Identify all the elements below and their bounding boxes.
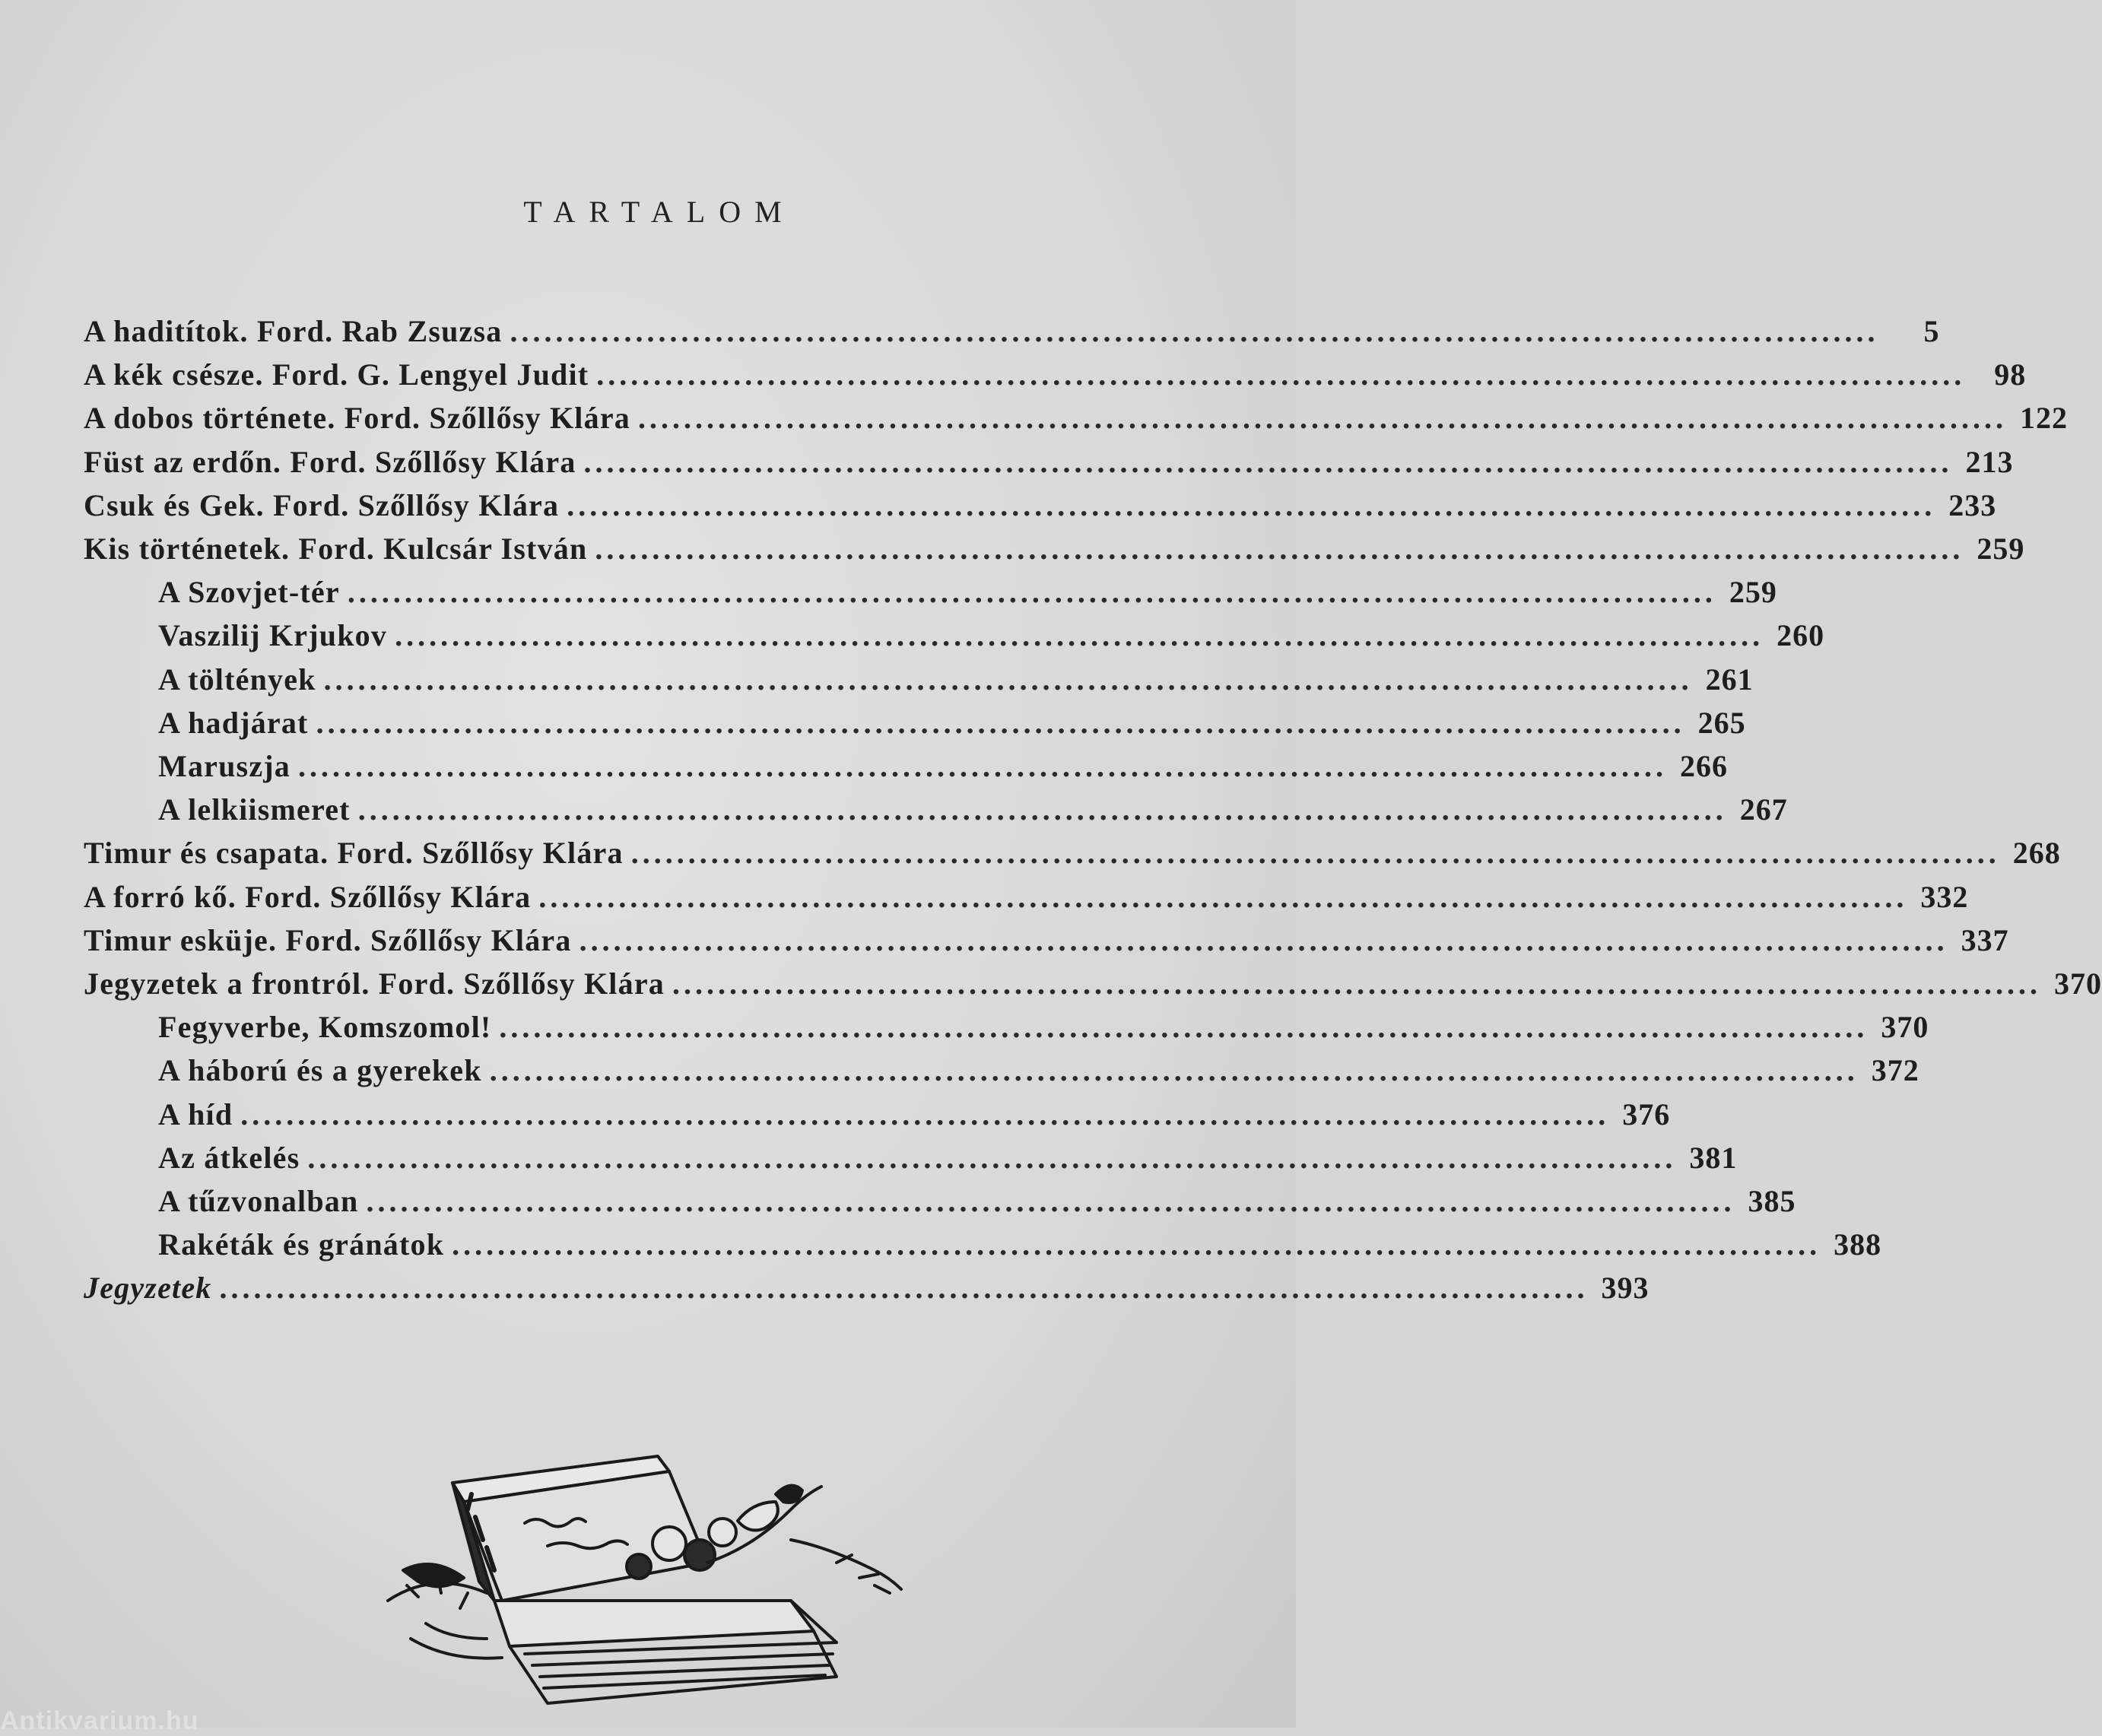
toc-entry-title: Fegyverbe, Komszomol!	[158, 1010, 492, 1045]
dot-leader: ........................................................................................................................	[307, 1140, 1677, 1175]
toc-entry-title: Csuk és Gek. Ford. Szőllősy Klára	[84, 487, 560, 522]
dot-leader: ........................................................................................................................	[347, 575, 1716, 610]
toc-entry	[158, 662, 1754, 704]
toc-entry-page-number: 370	[1881, 1010, 1929, 1045]
toc-entry-page-number: 268	[2012, 836, 2061, 871]
watermark: Antikvarium.hu	[0, 1706, 199, 1735]
dot-leader: ........................................................................................................................	[489, 1053, 1859, 1088]
toc-entry-title: A dobos története. Ford. Szőllősy Klára	[84, 401, 630, 436]
toc-entry-title: A forró kő. Ford. Szőllősy Klára	[84, 879, 532, 914]
toc-entry-page-number: 393	[1601, 1271, 1650, 1306]
toc-entry-page-number: 337	[1961, 922, 2009, 957]
toc-entry	[158, 792, 1788, 834]
toc-entry-page-number: 265	[1697, 705, 1746, 740]
dot-leader: ........................................................................................................................	[240, 1097, 1610, 1131]
toc-entry-title: A kék csésze. Ford. G. Lengyel Judit	[84, 357, 589, 392]
toc-entry-title: Jegyzetek a frontról. Ford. Szőllősy Klára	[84, 966, 665, 1001]
toc-entry-title: A haditítok. Ford. Rab Zsuzsa	[84, 314, 503, 348]
toc-entry	[84, 966, 2102, 1008]
toc-entry	[84, 487, 1997, 530]
dot-leader: ........................................................................................................................	[510, 314, 1879, 348]
toc-entry-page-number: 370	[2053, 966, 2102, 1001]
dot-leader: ........................................................................................................................	[452, 1227, 1821, 1262]
toc-entry-title: A Szovjet-tér	[158, 575, 340, 610]
toc-entry	[84, 879, 1969, 922]
toc-entry-page-number: 385	[1748, 1184, 1796, 1218]
toc-entry-title: A hadjárat	[158, 705, 309, 740]
toc-entry-page-number: 381	[1689, 1140, 1738, 1175]
toc-entry	[84, 531, 2025, 573]
dot-leader: ........................................................................................................................	[316, 705, 1685, 740]
toc-entry-page-number: 267	[1739, 792, 1788, 827]
toc-entry	[158, 1140, 1738, 1182]
toc-entry-page-number: 259	[1977, 532, 2025, 566]
toc-entry	[84, 400, 2068, 443]
toc-entry-page-number: 332	[1920, 879, 1969, 914]
toc-entry	[158, 705, 1746, 747]
toc-entry-page-number: 259	[1729, 575, 1777, 610]
toc-entry-title: Maruszja	[158, 749, 291, 783]
toc-entry-title: Füst az erdőn. Ford. Szőllősy Klára	[84, 444, 576, 479]
toc-entry-title: Rakéták és gránátok	[158, 1227, 445, 1262]
toc-entry-page-number: 372	[1871, 1053, 1919, 1088]
toc-entry	[158, 1009, 1929, 1052]
toc-entry	[158, 748, 1728, 791]
toc-entry-title: Az átkelés	[158, 1140, 300, 1175]
toc-entry-title: Timur és csapata. Ford. Szőllősy Klára	[84, 836, 624, 871]
toc-entry-title: A töltények	[158, 662, 316, 697]
toc-entry	[84, 835, 2061, 878]
dot-leader: ........................................................................................................................	[395, 618, 1764, 653]
toc-entry-title: Kis történetek. Ford. Kulcsár István	[84, 532, 588, 566]
dot-leader: ........................................................................................................................	[499, 1010, 1869, 1045]
toc-entry-title: Vaszilij Krjukov	[158, 618, 388, 653]
book-with-flowers-illustration	[380, 1449, 928, 1707]
toc-entry-page-number: 213	[1965, 444, 2014, 479]
toc-entry	[158, 574, 1777, 617]
dot-leader: ........................................................................................................................	[583, 444, 1953, 479]
dot-leader: ........................................................................................................................	[298, 749, 1667, 783]
toc-entry-title: A háború és a gyerekek	[158, 1053, 482, 1088]
dot-leader: ........................................................................................................................	[637, 401, 2007, 436]
dot-leader: ........................................................................................................................	[567, 487, 1936, 522]
dot-leader: ........................................................................................................................	[579, 922, 1948, 957]
dot-leader: ........................................................................................................................	[630, 836, 2000, 871]
dot-leader: ........................................................................................................................	[538, 879, 1908, 914]
toc-entry-page-number: 5	[1923, 314, 1940, 348]
toc-entry	[158, 1227, 1882, 1269]
toc-entry-title: Jegyzetek	[84, 1271, 212, 1306]
dot-leader: ........................................................................................................................	[219, 1271, 1589, 1306]
page-title: TARTALOM	[523, 195, 795, 229]
toc-entry-title: Timur esküje. Ford. Szőllősy Klára	[84, 922, 572, 957]
toc-entry-page-number: 260	[1777, 618, 1825, 653]
toc-entry-page-number: 98	[1994, 357, 2027, 392]
toc-entry	[84, 357, 2027, 399]
dot-leader: ........................................................................................................................	[672, 966, 2041, 1001]
dot-leader: ........................................................................................................................	[357, 792, 1727, 827]
toc-entry-page-number: 376	[1622, 1097, 1671, 1131]
toc-entry	[158, 1097, 1671, 1139]
toc-entry-page-number: 266	[1680, 749, 1728, 783]
toc-entry-title: A tűzvonalban	[158, 1184, 359, 1218]
toc-entry	[84, 313, 1940, 356]
dot-leader: ........................................................................................................................	[323, 662, 1693, 697]
toc-entry	[158, 617, 1825, 660]
toc-entry-title: A lelkiismeret	[158, 792, 351, 827]
toc-entry	[84, 444, 2014, 487]
toc-entry-title: A híd	[158, 1097, 233, 1131]
toc-entry-page-number: 122	[2019, 401, 2068, 436]
toc-entry	[158, 1183, 1796, 1226]
toc-entry-page-number: 233	[1948, 487, 1997, 522]
toc-entry	[84, 922, 2009, 965]
toc-entry-page-number: 388	[1834, 1227, 1882, 1262]
dot-leader: ........................................................................................................................	[596, 357, 1966, 392]
toc-entry-page-number: 261	[1705, 662, 1754, 697]
dot-leader: ........................................................................................................................	[595, 532, 1964, 566]
toc-entry	[158, 1052, 1919, 1095]
toc-entry	[84, 1270, 1650, 1312]
dot-leader: ........................................................................................................................	[366, 1184, 1735, 1218]
